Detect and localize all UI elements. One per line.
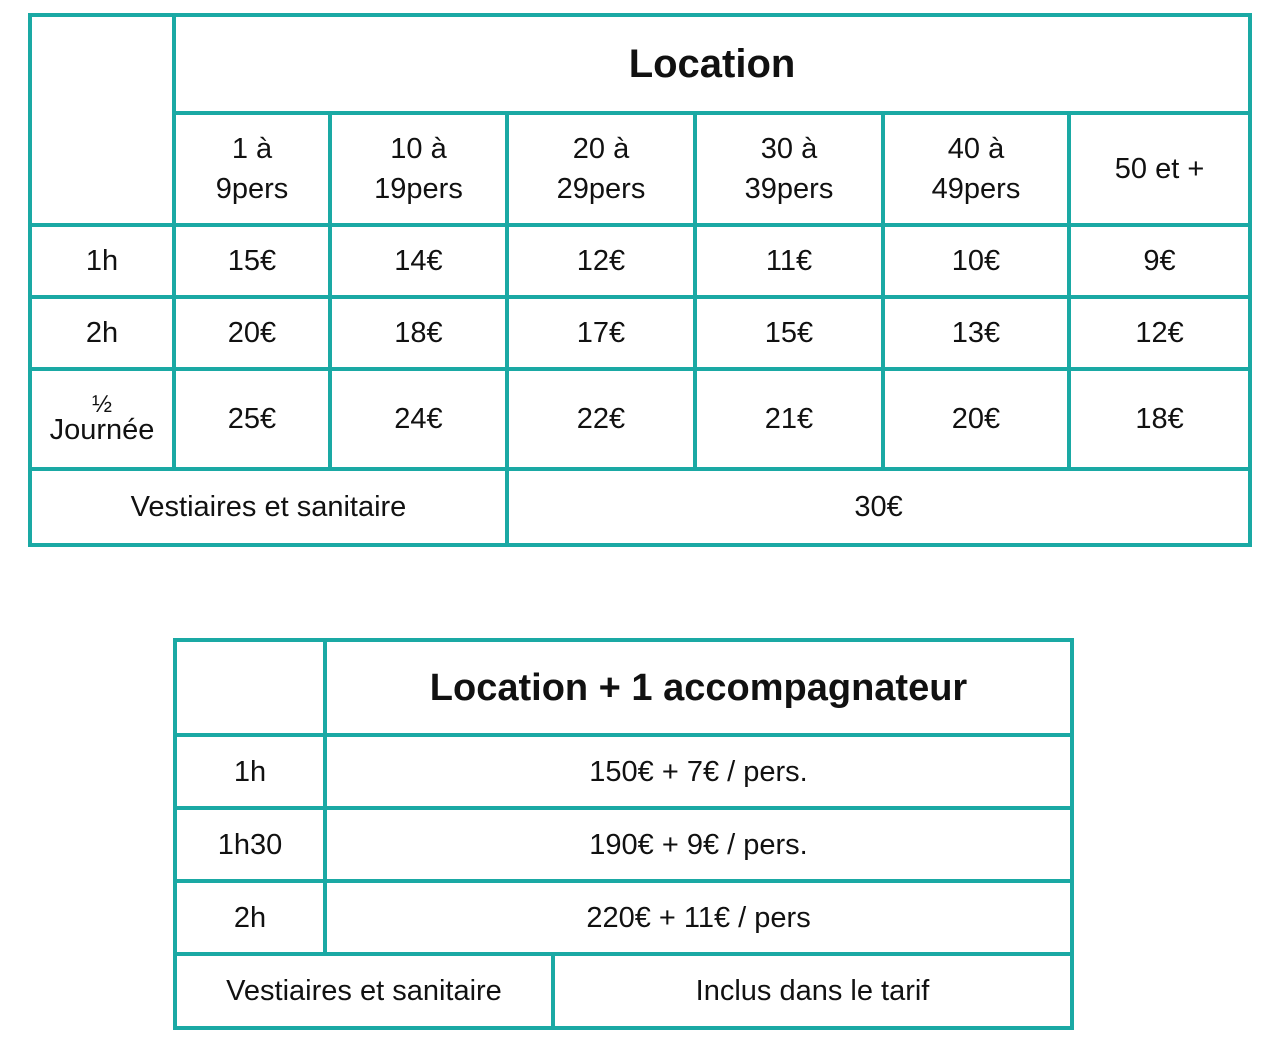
- row-label-half-day: [30, 369, 174, 469]
- guide-title: Location + 1 accompagnateur: [325, 640, 1072, 735]
- row-label-1h30: 1h30: [175, 808, 325, 881]
- price-cell: 18€: [1069, 369, 1250, 469]
- location-price-table: [28, 13, 1252, 547]
- row-label-1h: 1h: [175, 735, 325, 808]
- guide-price-table: [173, 638, 1074, 1030]
- price-cell: 13€: [883, 297, 1069, 369]
- price-cell: 15€: [174, 225, 330, 297]
- price-cell: 220€ + 11€ / pers: [325, 881, 1072, 954]
- row-label-2h: 2h: [175, 881, 325, 954]
- half-day-label: Journée: [49, 414, 155, 446]
- facilities-price: Inclus dans le tarif: [553, 954, 1072, 1028]
- price-cell: 11€: [695, 225, 883, 297]
- row-label-1h: 1h: [30, 225, 174, 297]
- price-cell: 25€: [174, 369, 330, 469]
- price-cell: 190€ + 9€ / pers.: [325, 808, 1072, 881]
- empty-corner-cell: [175, 640, 325, 735]
- price-cell: 12€: [1069, 297, 1250, 369]
- group-header-1-9: 1 à 9pers: [174, 113, 330, 225]
- price-cell: 24€: [330, 369, 507, 469]
- group-header-30-39: 30 à 39pers: [695, 113, 883, 225]
- facilities-label: Vestiaires et sanitaire: [175, 954, 553, 1028]
- group-header-40-49: 40 à 49pers: [883, 113, 1069, 225]
- empty-corner-cell: [30, 15, 174, 225]
- price-cell: 15€: [695, 297, 883, 369]
- price-cell: 20€: [174, 297, 330, 369]
- half-symbol: ½: [91, 391, 112, 418]
- price-cell: 21€: [695, 369, 883, 469]
- price-cell: 18€: [330, 297, 507, 369]
- facilities-label: Vestiaires et sanitaire: [30, 469, 507, 545]
- group-header-50-plus: 50 et +: [1069, 113, 1250, 225]
- location-title: Location: [174, 15, 1250, 113]
- row-label-2h: 2h: [30, 297, 174, 369]
- price-cell: 150€ + 7€ / pers.: [325, 735, 1072, 808]
- price-cell: 14€: [330, 225, 507, 297]
- group-header-20-29: 20 à 29pers: [507, 113, 695, 225]
- group-header-10-19: 10 à 19pers: [330, 113, 507, 225]
- price-cell: 9€: [1069, 225, 1250, 297]
- price-cell: 10€: [883, 225, 1069, 297]
- price-cell: 20€: [883, 369, 1069, 469]
- price-cell: 12€: [507, 225, 695, 297]
- price-cell: 17€: [507, 297, 695, 369]
- facilities-price: 30€: [507, 469, 1250, 545]
- price-cell: 22€: [507, 369, 695, 469]
